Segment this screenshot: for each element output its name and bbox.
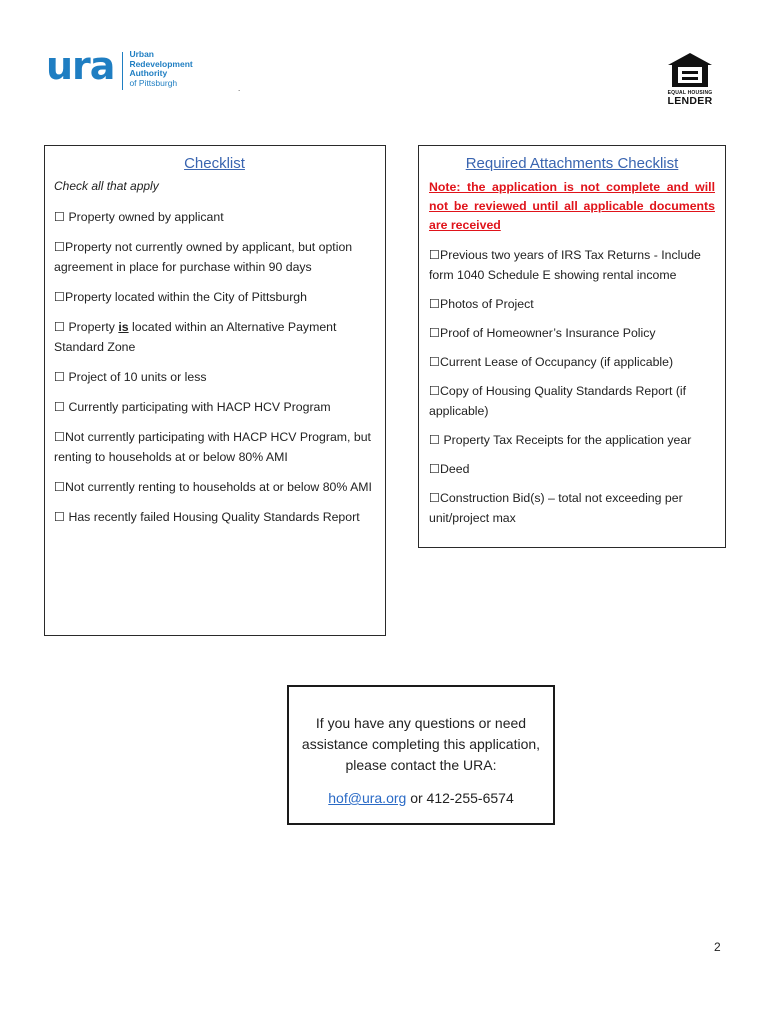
ura-logo	[46, 44, 193, 90]
attachment-item[interactable]: ☐Proof of Homeowner’s Insurance Policy	[429, 326, 656, 340]
logo-divider	[122, 52, 123, 90]
checklist-item[interactable]: ☐ Property owned by applicant	[54, 210, 224, 224]
checklist-title: Checklist	[184, 155, 245, 172]
attachments-title: Required Attachments Checklist	[465, 155, 679, 172]
attachment-item[interactable]: ☐Construction Bid(s) – total not exceeding per unit/project max	[429, 491, 683, 525]
attachment-item[interactable]: ☐Photos of Project	[429, 297, 534, 311]
checklist-item[interactable]: ☐Property not currently owned by applicant, but option agreement in place for purchase within 90 days	[54, 240, 353, 274]
attachments-note: Note: the application is not complete and will not be reviewed until all applicable documents are received	[429, 180, 715, 232]
checklist-subtitle: Check all that apply	[54, 179, 159, 193]
contact-line: assistance completing this application,	[301, 736, 541, 752]
checklist-item[interactable]: ☐ Has recently failed Housing Quality Standards Report	[54, 510, 360, 524]
logo-line: of Pittsburgh	[129, 77, 178, 88]
page-number: 2	[714, 940, 721, 954]
checklist-item[interactable]: ☐Not currently renting to households at or below 80% AMI	[54, 480, 372, 494]
contact-box	[287, 685, 555, 825]
logo-mark: ura	[46, 44, 115, 88]
contact-links	[289, 788, 553, 809]
checklist-box	[44, 145, 386, 636]
checklist-item[interactable]: ☐ Project of 10 units or less	[54, 370, 207, 384]
checklist-item[interactable]: ☐Not currently participating with HACP HCV Program, but renting to households at or below 80% AMI	[54, 430, 371, 464]
attachment-item[interactable]: ☐Current Lease of Occupancy (if applicable)	[429, 355, 674, 369]
equal-housing-icon	[667, 52, 713, 88]
attachment-item[interactable]: ☐Copy of Housing Quality Standards Report (if applicable)	[429, 384, 687, 418]
phone-text: or 412-255-6574	[406, 790, 514, 806]
ehl-big-text: LENDER	[667, 95, 713, 107]
checklist-item[interactable]: ☐ Currently participating with HACP HCV Program	[54, 400, 331, 414]
contact-line: If you have any questions or need	[315, 715, 527, 731]
email-link[interactable]: hof@ura.org	[328, 790, 407, 806]
logo-line: Authority	[129, 68, 168, 78]
equal-housing-lender-logo	[664, 52, 716, 106]
attachment-item[interactable]: ☐ Property Tax Receipts for the application year	[429, 433, 692, 447]
checklist-item[interactable]	[54, 317, 375, 357]
checklist-item-prefix: ☐ Property	[54, 320, 119, 334]
logo-text	[129, 50, 192, 88]
attachment-item[interactable]: ☐Previous two years of IRS Tax Returns - Include form 1040 Schedule E showing rental income	[429, 248, 701, 282]
attachments-box	[418, 145, 726, 548]
checklist-item-rest: located within an Alternative Payment Standard Zone	[54, 320, 337, 354]
header-dot: .	[238, 84, 241, 93]
logo-line: Redevelopment	[129, 58, 193, 69]
logo-line: Urban	[129, 49, 154, 59]
contact-line: please contact the URA:	[345, 757, 497, 773]
checklist-item[interactable]: ☐Property located within the City of Pittsburgh	[54, 290, 307, 304]
attachment-item[interactable]: ☐Deed	[429, 462, 470, 476]
emphasis-is: is	[118, 320, 129, 334]
ehl-small-text: EQUAL HOUSING	[667, 90, 713, 96]
